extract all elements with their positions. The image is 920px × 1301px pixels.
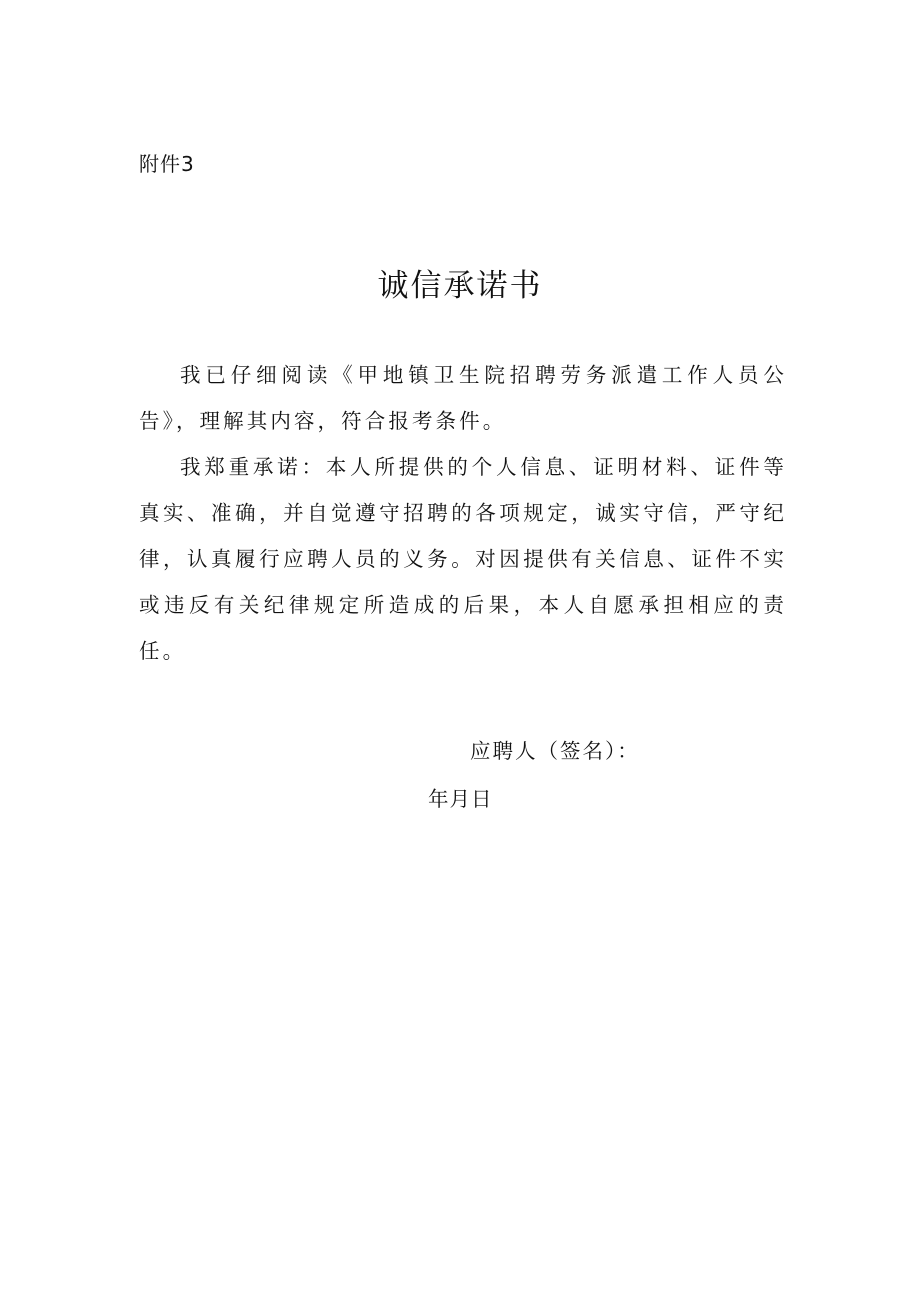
paragraph-solemn-pledge: 我郑重承诺：本人所提供的个人信息、证明材料、证件等真实、准确，并自觉遵守招聘的各项规定，诚实守信，严守纪律，认真履行应聘人员的义务。对因提供有关信息、证件不实或违反有关纪律规定所造成的后果，本人自愿承担相应的责任。 [139,455,787,663]
signature-label: 应聘人（签名）： [470,739,640,763]
date-label: 年月日 [428,787,493,811]
document-title: 诚信承诺书 [377,268,543,304]
attachment-label: 附件3 [139,152,195,176]
document-body [139,352,787,674]
paragraph-reading-confirmation: 我已仔细阅读《甲地镇卫生院招聘劳务派遣工作人员公告》，理解其内容，符合报考条件。 [139,363,787,433]
